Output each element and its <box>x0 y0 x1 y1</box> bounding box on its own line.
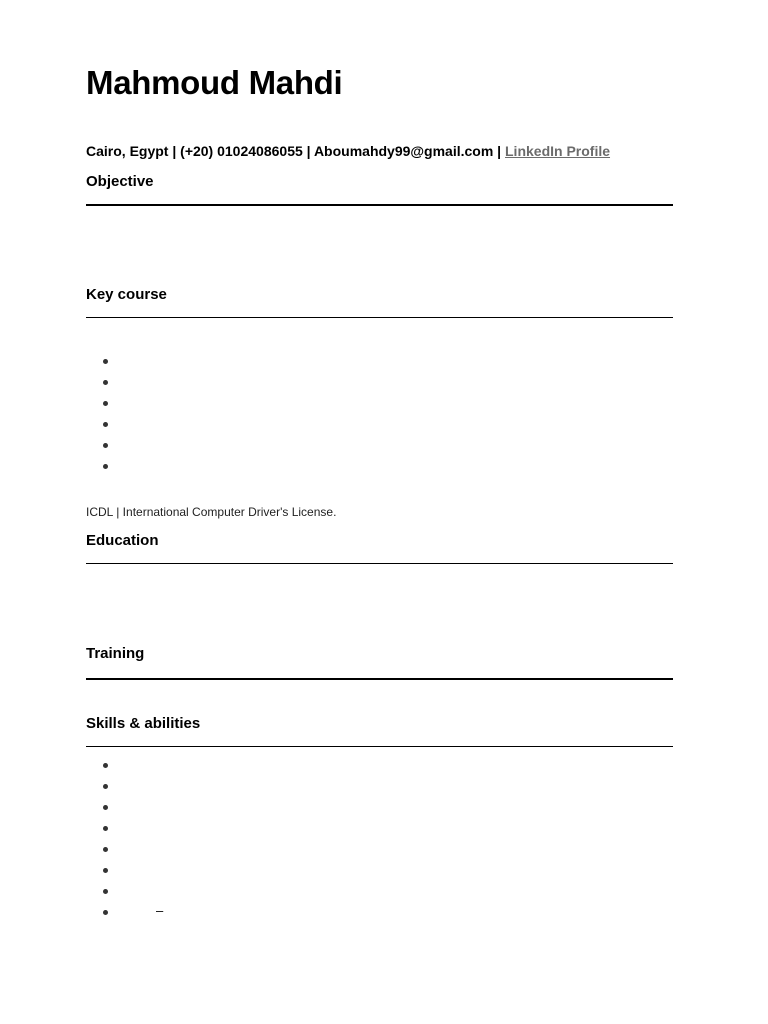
bullet-icon <box>103 422 108 427</box>
contact-line <box>86 142 610 160</box>
bullet-icon <box>103 443 108 448</box>
skills-divider <box>86 746 673 747</box>
bullet-icon <box>103 359 108 364</box>
list-item-text: – <box>156 903 164 918</box>
objective-divider <box>86 204 673 206</box>
bullet-icon <box>103 868 108 873</box>
key-course-heading: Key course <box>86 286 167 303</box>
linkedin-profile-link[interactable]: LinkedIn Profile <box>505 143 611 159</box>
bullet-icon <box>103 805 108 810</box>
training-divider <box>86 678 673 680</box>
education-divider <box>86 563 673 564</box>
skills-heading: Skills & abilities <box>86 715 201 732</box>
training-heading: Training <box>86 645 145 662</box>
contact-details: Cairo, Egypt | (+20) 01024086055 | Aboumahdy99@gmail.com | <box>86 143 505 159</box>
candidate-name: Mahmoud Mahdi <box>86 64 343 101</box>
bullet-icon <box>103 847 108 852</box>
objective-heading: Objective <box>86 173 154 190</box>
key-course-divider <box>86 317 673 318</box>
bullet-icon <box>103 401 108 406</box>
bullet-icon <box>103 464 108 469</box>
bullet-icon <box>103 380 108 385</box>
bullet-icon <box>103 889 108 894</box>
bullet-icon <box>103 763 108 768</box>
icdl-line: ICDL | International Computer Driver's License. <box>86 505 337 519</box>
bullet-icon <box>103 826 108 831</box>
bullet-icon <box>103 784 108 789</box>
bullet-icon <box>103 910 108 915</box>
education-heading: Education <box>86 532 159 549</box>
